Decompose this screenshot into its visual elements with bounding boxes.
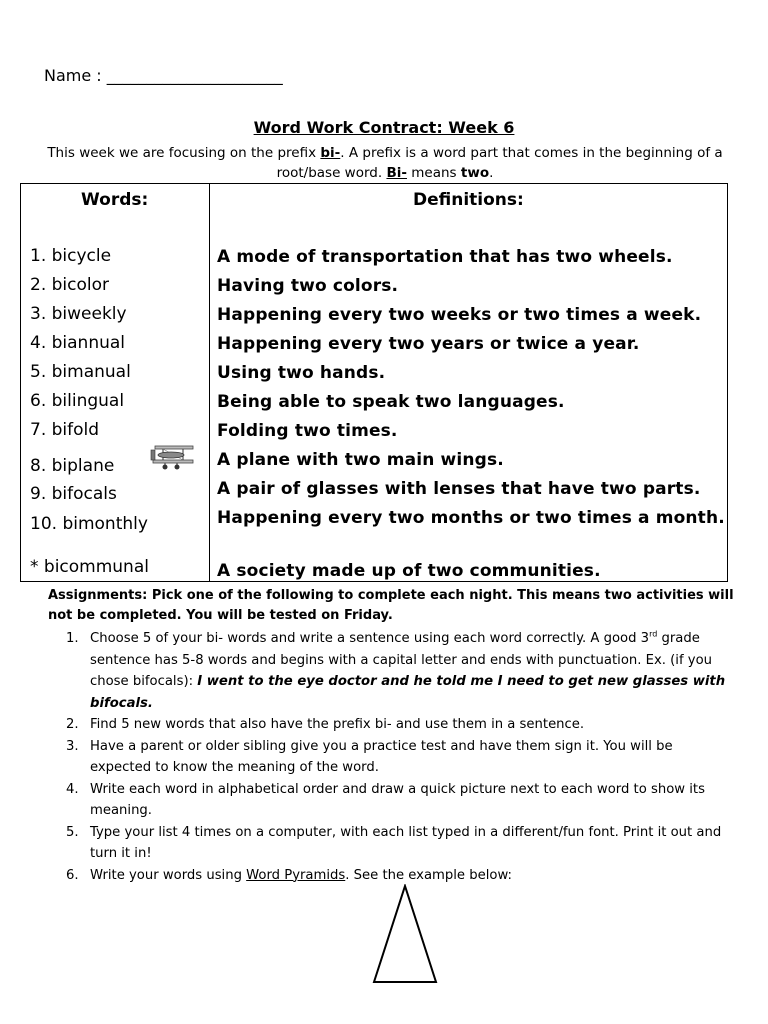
definition-2: Having two colors. [217,276,399,296]
activity-item-4 [62,779,730,822]
intro-bi: Bi- [386,165,407,181]
intro-paragraph [40,143,730,183]
activity-item-6 [62,865,730,887]
intro-text-4: . [489,165,494,181]
intro-text-1: This week we are focusing on the prefix [47,145,321,161]
definition-8: A plane with two main wings. [217,450,504,470]
activity-text: . See the example below: [345,867,512,883]
activity-number: 3. [66,738,79,754]
intro-text-2: . A prefix is a word part that comes in the beginning of a root/base word. [276,145,723,181]
definition-6: Being able to speak two languages. [217,392,565,412]
word-definition-table [20,183,728,582]
activity-number: 2. [66,717,79,732]
activity-text: Write each word in alphabetical order and draw a quick picture next to each word to show its meaning. [90,781,705,818]
ordinal-suffix: rd [649,629,658,639]
activity-text: Have a parent or older sibling give you a practice test and have them sign it. You will be expected to know the meaning of the word. [90,738,673,775]
table-column-divider [209,184,210,581]
activity-item-3 [62,736,730,779]
definition-9: A pair of glasses with lenses that have two parts. [217,479,701,499]
activity-number: 1. [66,631,79,646]
definition-1: A mode of transportation that has two wheels. [217,247,673,267]
name-field-label: Name : ______________________ [44,66,283,85]
activity-number: 6. [66,867,79,883]
word-9: 9. bifocals [30,484,117,504]
word-10: 10. bimonthly [30,514,148,534]
definition-7: Folding two times. [217,421,398,441]
word-pyramids-link[interactable]: Word Pyramids [246,867,346,883]
activity-text: . [147,695,153,711]
definition-10: Happening every two months or two times a month. [217,508,725,528]
definition-5: Using two hands. [217,363,386,383]
example-sentence: I went to the eye doctor and he told me I need to get new glasses with bifocals [90,674,726,711]
activity-item-1 [62,628,730,714]
word-6: 6. bilingual [30,391,125,411]
word-4: 4. biannual [30,333,126,353]
word-5: 5. bimanual [30,362,131,382]
word-8: 8. biplane [30,456,115,476]
definition-3: Happening every two weeks or two times a week. [217,305,702,325]
words-column-header: Words: [81,190,149,210]
activity-list [62,628,730,886]
activity-item-2 [62,714,730,736]
page-title: Word Work Contract: Week 6 [253,118,515,137]
activity-number: 5. [66,824,79,840]
activity-text: Choose 5 of your bi- words and write a sentence using each word correctly. A good 3 [90,631,650,646]
activity-text: grade sentence has 5-8 words and begins with a capital letter and ends with punctuation. Ex. (if you chose bifocals): [90,631,713,689]
intro-text-3: means [406,165,461,181]
assignments-intro: Assignments: Pick one of the following to complete each night. This means two activities will not be completed. You will be tested on Friday. [48,588,734,623]
intro-prefix: bi- [320,145,341,161]
activity-text: Find 5 new words that also have the prefix bi- and use them in a sentence. [90,717,585,732]
word-2: 2. bicolor [30,275,109,295]
definition-bonus: A society made up of two communities. [217,561,601,581]
activity-number: 4. [66,781,79,797]
word-bonus: * bicommunal [30,557,149,577]
activity-text: Type your list 4 times on a computer, with each list typed in a different/fun font. Print it out and turn it in! [90,824,722,861]
word-pyramid-triangle [372,884,438,984]
word-3: 3. biweekly [30,304,127,324]
definitions-column-header: Definitions: [413,190,524,210]
biplane-icon [149,442,197,472]
word-7: 7. bifold [30,420,100,440]
intro-two: two [460,165,490,181]
activity-text: Write your words using [90,867,247,883]
word-1: 1. bicycle [30,246,112,266]
definition-4: Happening every two years or twice a year. [217,334,640,354]
activity-item-5 [62,822,730,865]
